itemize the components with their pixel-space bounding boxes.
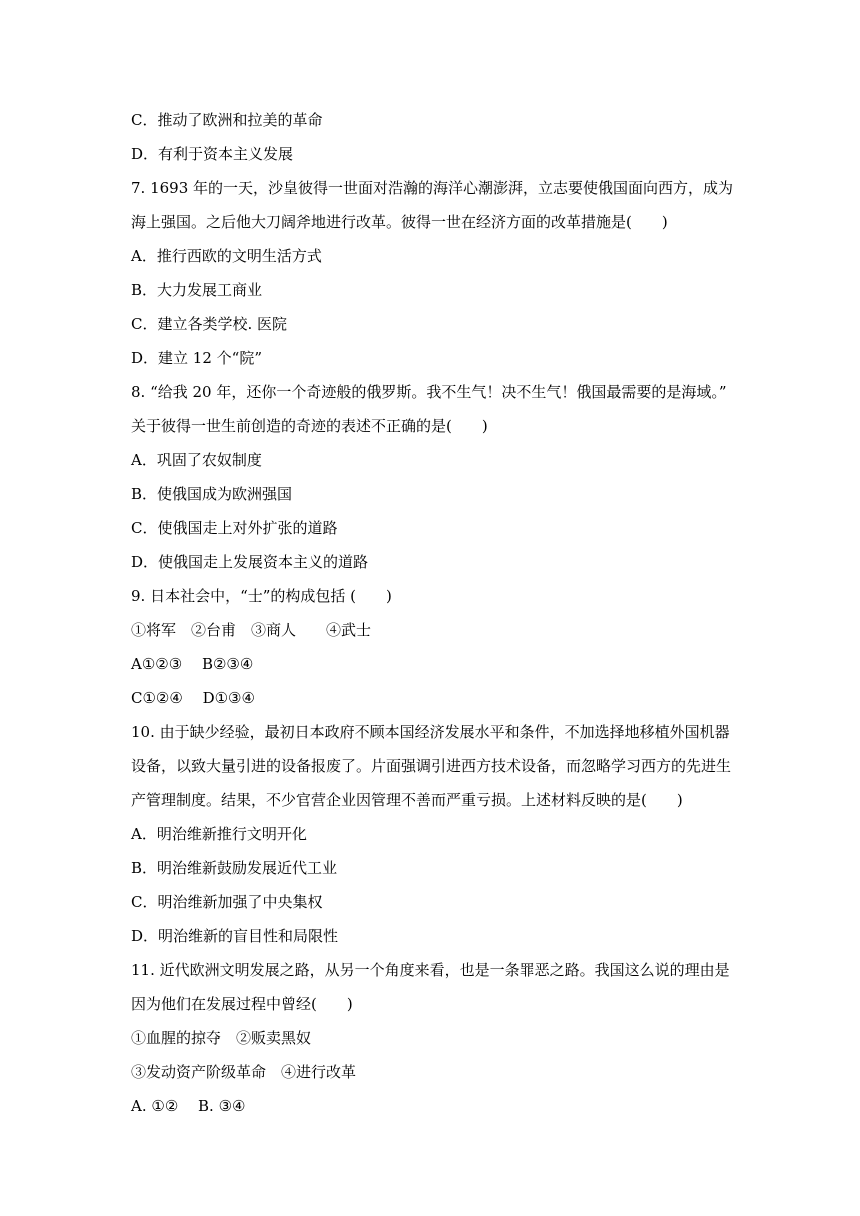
q7-stem-line-2: 海上强国。之后他大刀阔斧地进行改革。彼得一世在经济方面的改革措施是( ) [131,213,668,231]
q8-stem-line-1: 8. “给我 20 年，还你一个奇迹般的俄罗斯。我不生气！决不生气！俄国最需要的是海域。” [131,383,727,401]
q11-options-ab: A. ①② B. ③④ [131,1097,246,1115]
q8-option-b: B．使俄国成为欧洲强国 [131,485,293,503]
q6-option-c: C．推动了欧洲和拉美的革命 [131,111,323,129]
q8-option-c: C．使俄国走上对外扩张的道路 [131,519,338,537]
q10-stem-line-1: 10. 由于缺少经验，最初日本政府不顾本国经济发展水平和条件，不加选择地移植外国机器 [131,723,730,741]
q10-stem-line-3: 产管理制度。结果，不少官营企业因管理不善而严重亏损。上述材料反映的是( ) [131,791,683,809]
q10-option-d: D．明治维新的盲目性和局限性 [131,927,339,945]
q10-option-c: C．明治维新加强了中央集权 [131,893,323,911]
q11-choices-line-2: ③发动资产阶级革命 ④进行改革 [131,1063,357,1081]
q11-choices-line-1: ①血腥的掠夺 ②贩卖黑奴 [131,1029,312,1047]
q9-stem: 9. 日本社会中，“士”的构成包括 ( ) [131,587,392,605]
q7-option-a: A．推行西欧的文明生活方式 [131,247,322,265]
q7-option-d: D．建立 12 个“院” [131,349,262,367]
q10-option-b: B．明治维新鼓励发展近代工业 [131,859,338,877]
q10-option-a: A．明治维新推行文明开化 [131,825,307,843]
q8-stem-line-2: 关于彼得一世生前创造的奇迹的表述不正确的是( ) [131,417,488,435]
q6-option-d: D．有利于资本主义发展 [131,145,294,163]
q9-choices: ①将军 ②台甫 ③商人 ④武士 [131,621,372,639]
q10-stem-line-2: 设备，以致大量引进的设备报废了。片面强调引进西方技术设备，而忽略学习西方的先进生 [131,757,732,775]
q9-options-ab: A①②③ B②③④ [131,655,254,673]
q7-option-c: C．建立各类学校. 医院 [131,315,288,333]
q8-option-a: A．巩固了农奴制度 [131,451,262,469]
q7-stem-line-1: 7. 1693 年的一天，沙皇彼得一世面对浩瀚的海洋心潮澎湃，立志要使俄国面向西方，成为 [131,179,734,197]
q9-options-cd: C①②④ D①③④ [131,689,255,707]
q7-option-b: B．大力发展工商业 [131,281,263,299]
q8-option-d: D．使俄国走上发展资本主义的道路 [131,553,369,571]
q11-stem-line-1: 11. 近代欧洲文明发展之路，从另一个角度来看，也是一条罪恶之路。我国这么说的理由是 [131,961,730,979]
q11-stem-line-2: 因为他们在发展过程中曾经( ) [131,995,353,1013]
